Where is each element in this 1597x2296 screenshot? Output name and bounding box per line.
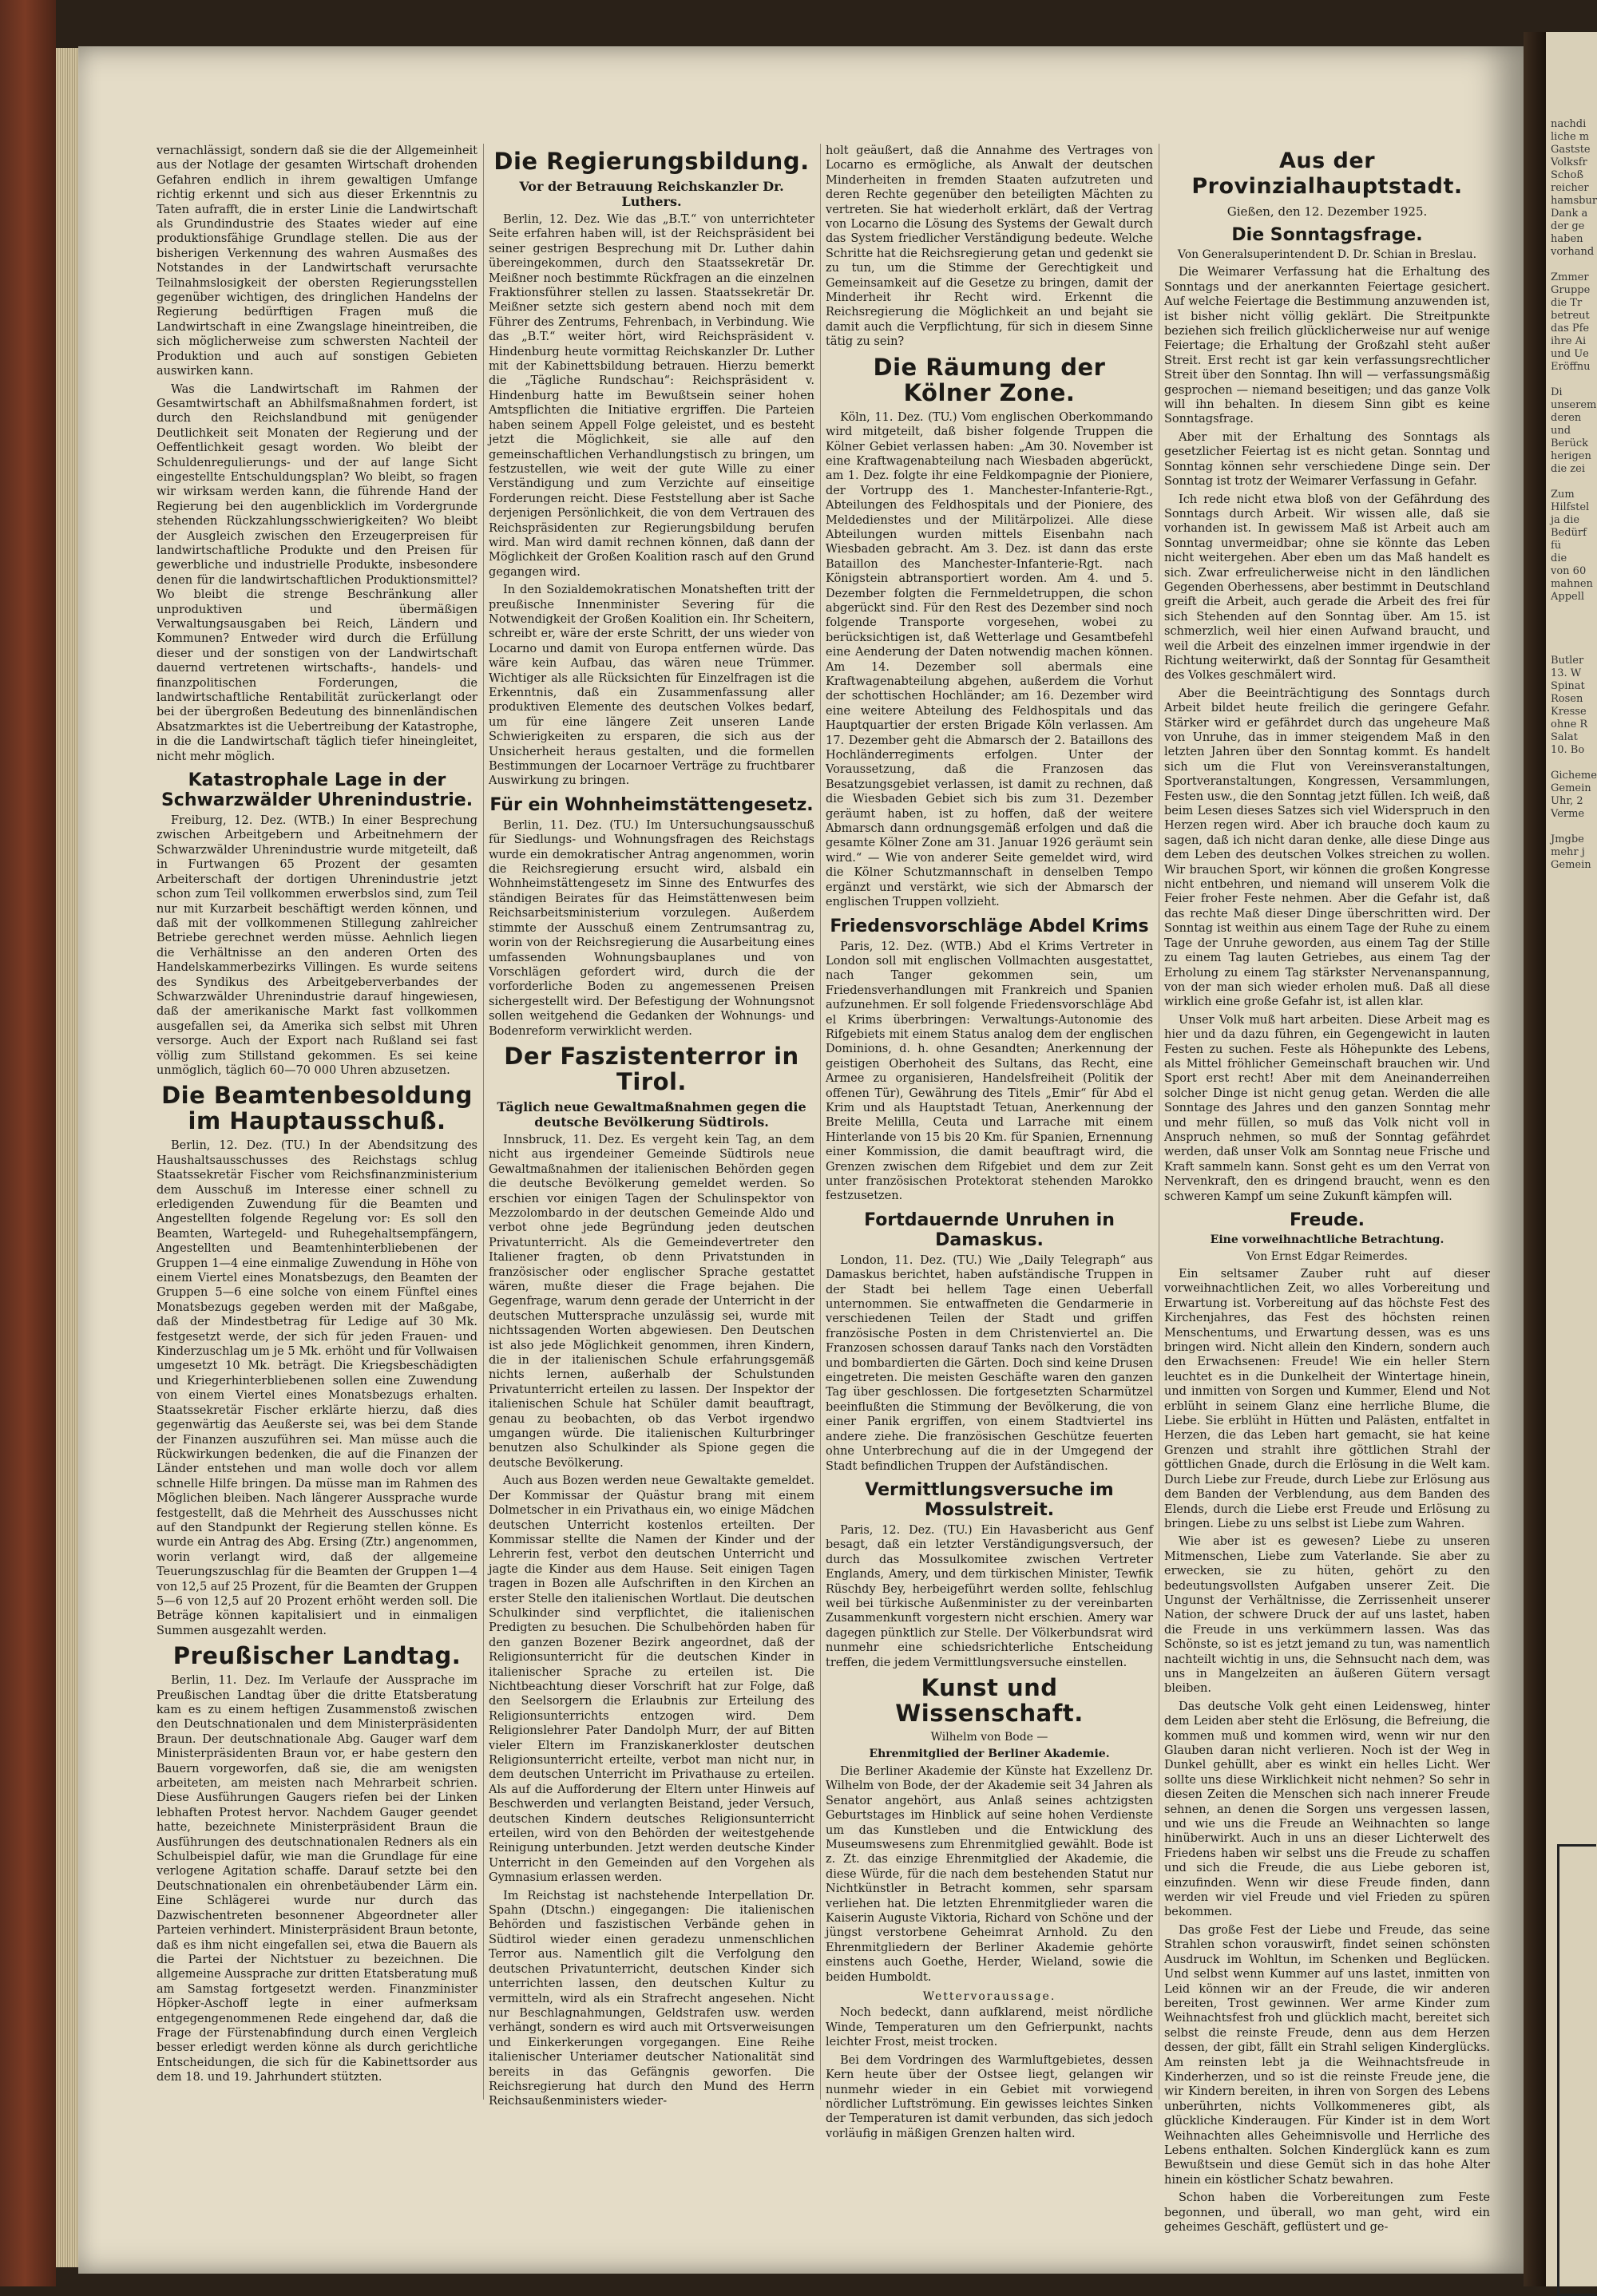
subheadline: Ehrenmitglied der Berliner Akademie. xyxy=(869,1747,1110,1760)
column-rule xyxy=(483,144,484,2100)
article-paragraph: Ein seltsamer Zauber ruht auf dieser vorweihnachtlichen Zeit, wo alles Vorbereitung und Erwartung ist. Vorbereitung auf das höchste Fest des Kirchenjahres, das Fest des höchsten reinen Menschentums, und Erwartung dessen, was es uns bringen wird. Nicht allein den Kindern, sondern auch den Erwachsenen: Freude! Wie ein heller Stern leuchtet es in die Dunkelheit der Wintertage hinein, und inmitten von Sorgen und Kummer, Elend und Not erblüht in seinem Glanz eine herrliche Blume, die Liebe. Sie erblüht in Hütten und Palästen, entfaltet in Herzen, die das Leben hart gemacht, sie hat keine Grenzen und strahlt ihre göttlichen Strahl der göttlichen Gnade, durch die Erlösung in die Welt kam. Durch Liebe zur Freude, durch Liebe zur Erlösung aus dem Banden der Verblendung, aus dem Banden des Elends, durch die Liebe erst Freude und Erlösung zu bringen. Liebe zu uns selbst ist Liebe zum Wahren. xyxy=(1164,1268,1490,1530)
headline-regierungsbildung: Die Regierungsbildung. xyxy=(493,148,810,175)
next-page-text-fragment: ja die xyxy=(1551,514,1580,526)
headline-kunst: Kunst und Wissenschaft. xyxy=(895,1673,1084,1727)
next-page-text-fragment: Appell xyxy=(1551,591,1585,603)
article-paragraph: Das deutsche Volk geht einen Leidensweg, hinter dem Leiden aber steht die Erlösung, die Befreiung, die kommen muß und kommen wird, wenn wir nur den Glauben daran nicht verlieren. Noch ist der Weg in Dunkel gehüllt, aber es winkt ein helles Licht. Wer sollte uns diese Wirklichkeit nicht nehmen? So sehr in diesen Zeiten die Menschen sich nach innerer Freude sehnen, an denen die Sorgen uns vergessen lassen, und wie uns die Freude an Weihnachten so lange hinüberwirkt. Auch in uns an dieser Lichterwelt des Friedens haben wir selbst uns die Freude zu schaffen und sich die Freude, die aus Liebe geboren ist, einzufinden. Wenn wir diese Freude finden, dann werden wir viel Freude und viel Frieden zu spüren bekommen. xyxy=(1164,1700,1490,1919)
article-paragraph: Berlin, 11. Dez. (TU.) Im Untersuchungsausschuß für Siedlungs- und Wohnungsfragen des Reichstags wurde ein demokratischer Antrag angenommen, worin die Reichsregierung ersucht wird, alsbald ein Wohnheimstättengesetz im Sinne des Entwurfes des ständigen Beirates für das Heimstättenwesen beim Reichsarbeitsministerium vorzulegen. Außerdem stimmte der Ausschuß einem Zentrumsantrag zu, worin von der Reichsregierung die Ausarbeitung eines umfassenden Wohnungsbauplanes und von Vorschlägen gefordert wird, durch die der vorforderliche Boden zu angemessenen Preisen sichergestellt wird. Der Befestigung der Wohnungsnot sollen weitgehend die Gedanken der Wohnungs- und Bodenreform verwirklicht werden. xyxy=(489,818,814,1038)
next-page-text-fragment xyxy=(1551,259,1597,271)
subheadline: Wilhelm von Bode — xyxy=(930,1730,1048,1744)
headline-uhrenindustrie: Katastrophale Lage in der Schwarzwälder Uhrenindustrie. xyxy=(160,770,474,811)
article-paragraph: Innsbruck, 11. Dez. Es vergeht kein Tag, an dem nicht aus irgendeiner Gemeinde Südtirols neue Gewaltmaßnahmen der italienischen Behörden gegen die deutsche Bevölkerung gemeldet werden. So erschien vor einigen Tagen der Schulinspektor von Mezzolombardo in der deutschen Gemeinde Aldo und verbot ohne jede Begründung jeden deutschen Privatunterricht. Als die Gemeindevertreter den Italiener fragten, ob denn Privatstunden in französischer oder englischer Sprache gestattet wären, mußte dieser die Frage bejahen. Die Gegenfrage, warum denn gerade der Unterricht in der deutschen Muttersprache unzulässig sei, wurde mit nichtssagenden Worten abgewiesen. Den Deutschen ist also jede Möglichkeit genommen, ihren Kindern, die in der italienischen Schule erfahrungsgemäß nichts lernen, außerhalb der Schulstunden Privatunterricht erteilen zu lassen. Der Inspektor der italienischen Schule hat Schüler damit beauftragt, genau zu beobachten, ob das Verbot irgendwo umgangen würde. Die italienischen Kulturbringer benutzen also Schulkinder als Spione gegen die deutsche Bevölkerung. xyxy=(489,1133,814,1470)
next-page-text-fragment: liche m xyxy=(1551,131,1590,143)
article-paragraph: Die Weimarer Verfassung hat die Erhaltung des Sonntags und der anerkannten Feiertage gesichert. Auf welche Feiertage die Bestimmung anzuwenden ist, ist bisher nicht völlig geklärt. Die Streitpunkte beziehen sich freilich glücklicherweise nur auf wenige Feiertage; die Erhaltung der Großzahl steht außer Streit. Erst recht ist gar kein verfassungsrechtlicher Streit über den Sonntag. Ihn will — verfassungsmäßig gesprochen — niemand beseitigen; und das ganze Volk will ihn behalten. In diesem Sinn gibt es keine Sonntagsfrage. xyxy=(1164,266,1490,426)
next-page-text-fragment: Volksfr xyxy=(1551,156,1587,168)
article-paragraph: Paris, 12. Dez. (TU.) Ein Havasbericht aus Genf besagt, daß ein letzter Verständigungsversuch, der durch das Mossulkomitee zwischen Vertreter Englands, Amery, und dem türkischen Minister, Tewfik Rüschdy Bey, herbeigeführt werden sollte, fehlschlug weil bei türkische Außenminister zu der vereinbarten Zusammenkunft vorgestern nicht erschien. Amery war dagegen pünktlich zur Stelle. Der Völkerbundsrat wird nunmehr eine schiedsrichterliche Entscheidung treffen, die jedem Vermittlungsversuche einstellen. xyxy=(826,1523,1153,1669)
next-page-text-fragment: nachdi xyxy=(1551,118,1587,130)
article-paragraph: Freiburg, 12. Dez. (WTB.) In einer Besprechung zwischen Arbeitgebern und Arbeitnehmern der Schwarzwälder Uhrenindustrie wurde mitgeteilt, daß in Furtwangen 65 Prozent der gesamten Arbeiterschaft der dortigen Uhrenindustrie jetzt schon zum Teil vollkommen erwerbslos sind, zum Teil nur mit Kurzarbeit beschäftigt werden können, und daß mit der vollkommenen Stillegung zahlreicher Betriebe gerechnet werden müsse. Aehnlich liegen die Verhältnisse an den anderen Orten des Handelskammerbezirks Villingen. Es wurde seitens des Syndikus des Arbeitgeberverbandes der Schwarzwälder Uhrenindustrie darauf hingewiesen, daß der amerikanische Markt fast vollkommen ausgefallen sei, da Amerika sich selbst mit Uhren versorge. Auch der Export nach Rußland sei fast völlig zum Stillstand gekommen. Es sei keine unmöglich, täglich 60—70 000 Uhren abzusetzen. xyxy=(157,814,478,1077)
next-page-text-fragment: unserem xyxy=(1551,399,1597,411)
next-page-text-fragment xyxy=(1551,642,1597,655)
next-page-text-fragment: und xyxy=(1551,425,1571,437)
next-page-text-fragment: von 60 xyxy=(1551,565,1587,577)
next-page-text-fragment xyxy=(1551,616,1597,629)
article-paragraph: Was die Landwirtschaft im Rahmen der Gesamtwirtschaft an Abhilfsmaßnahmen fordert, ist durch den Reichslandbund mit genügender Deutlichkeit seit Monaten der Regierung und der Oeffentlichkeit gesagt worden. Wo bleibt der Schuldenregulierungs- und der auf lange Sicht eingestellte Entschuldungsplan? Wo bleibt, so fragen wir wirksam werden kann, die führende Hand der Regierung bei den augenblicklich im Vordergrunde stehenden Rückzahlungsschwierigkeiten? Wo bleibt der Ausgleich zwischen den Erzeugerpreisen für landwirtschaftliche Produkte und den Preisen für gewerbliche und industrielle Produkte, insbesondere denen für die landwirtschaftlichen Produktionsmittel? Wo bleibt die strenge Beschränkung aller unproduktiven und übermäßigen Verwaltungsausgaben bei Reich, Ländern und Kommunen? Entweder wird durch die Erfüllung dieser und der sonstigen von der Landwirtschaft dauernd vertretenen wirtschafts-, handels- und finanzpolitischen Forderungen, die landwirtschaftliche Rentabilität zurückerlangt oder bei der übergroßen Bedeutung des binnenländischen Absatzmarktes ist die Uebertreibung der Katastrophe, in die die Landwirtschaft täglich tiefer hineingleitet, nicht mehr möglich. xyxy=(157,382,478,763)
headline-abdel-krim: Friedensvorschläge Abdel Krims xyxy=(830,916,1149,936)
article-paragraph: London, 11. Dez. (TU.) Wie „Daily Telegraph“ aus Damaskus berichtet, haben aufständische Truppen in der Stadt bei hellem Tage einen Ueberfall unternommen. Sie entwaffneten die Gendarmerie in verschiedenen Teilen der Stadt und griffen französische Posten in dem Christenviertel an. Die Franzosen schossen darauf Tanks nach den Vorstädten und bombardierten die Gärten. Doch sind keine Drusen eingetreten. Die meisten Geschäfte waren den ganzen Tag über geschlossen. Die fortgesetzten Scharmützel beeinflußten die Stimmung der Bevölkerung, die von einer Panik ergriffen, von einem Stadtviertel ins andere ziehe. Die französischen Geschütze feuerten ohne Unterbrechung auf die in der Umgegend der Stadt befindlichen Truppen der Aufständischen. xyxy=(826,1253,1153,1473)
next-page-text-fragment: und Ue xyxy=(1551,348,1589,360)
next-page-text-fragment: Zum xyxy=(1551,489,1575,501)
article-paragraph: Ich rede nicht etwa bloß von der Gefährdung des Sonntags durch Arbeit. Wir wissen alle, daß sie vorhanden ist. In gewissem Maß ist Arbeit auch am Sonntag unvermeidbar; ohne sie könnte das Leben nicht weitergehen. Aber eben um das Maß handelt es sich. Zwar erfreulicherweise nicht in den ländlichen Gegenden Oberhessens, aber bestimmt in Deutschland greift die Arbeit, auch gerade die Arbeit des frei für sich Stehenden auf den Sonntag über. Am 15. ist schmerzlich, weil hier einen Aufwand braucht, und weil die Arbeit des einzelnen immer irgendwie in der Richtung weiterwirkt, daß der Sonntag für Gesamtheit des Volkes geschmälert wird. xyxy=(1164,493,1490,683)
byline: Von Generalsuperintendent D. Dr. Schian in Breslau. xyxy=(1177,248,1477,262)
section-title-provinzialhauptstadt: Aus der Provinzialhauptstadt. xyxy=(1191,148,1463,199)
book-gutter xyxy=(1524,32,1546,2286)
byline: Von Ernst Edgar Reimerdes. xyxy=(1246,1250,1408,1263)
next-page-text-fragment: Berück xyxy=(1551,437,1588,449)
next-page-text-fragment: mehr j xyxy=(1551,846,1585,858)
next-page-text-fragment: Gicheme xyxy=(1551,770,1597,782)
headline-wohnheimstaetten: Für ein Wohnheimstättengesetz. xyxy=(489,794,814,815)
headline-damaskus: Fortdauernde Unruhen in Damaskus. xyxy=(864,1209,1115,1250)
subheadline: Täglich neue Gewaltmaßnahmen gegen die deutsche Bevölkerung Südtirols. xyxy=(497,1099,806,1130)
next-page-text-fragment xyxy=(1551,757,1597,770)
headline-sonntagsfrage: Die Sonntagsfrage. xyxy=(1231,225,1423,246)
article-paragraph: In den Sozialdemokratischen Monatsheften tritt der preußische Innenminister Severing für die Notwendigkeit der Großen Koalition ein. Ihr Scheitern, schreibt er, wäre der erste Schritt, der uns wieder von Locarno und damit von Europa entfernen würde. Das wäre kein Aufbau, das wären neue Trümmer. Wichtiger als alle Rücksichten für Einzelfragen ist die Erkenntnis, daß ein Zusammenfassung aller produktiven Elemente des deutschen Volkes bedarf, um für eine längere Zeit unseren Lande Schwierigkeiten zu ersparen, die sich aus der Unsicherheit heraus gestalten, und die formellen Bestimmungen der Locarnoer Verträge zu fruchtbarer Auswirkung zu bringen. xyxy=(489,584,814,788)
next-page-text-fragment: Gemein xyxy=(1551,782,1591,794)
column-4 xyxy=(1164,144,1490,2234)
next-page-text-fragment: das Pfe xyxy=(1551,323,1590,335)
article-paragraph: vernachlässigt, sondern daß sie die der Allgemeinheit aus der Notlage der gesamten Wirtschaft drohenden Gefahren endlich in ihrem gewaltigen Umfange richtig erkennt und sich aus dieser Erkenntnis zu Taten aufrafft, die in erster Linie die Landwirtschaft als Grundindustrie des Staates wieder auf eine produktionsfähige Grundlage stellen. Die aus der bisherigen Verkennung des wahren Ausmaßes des Notstandes in der Landwirtschaft verursachte Teilnahmslosigkeit der obersten Regierungsstellen gegenüber wichtigen, des dringlichen Handelns der Regierung bedürftigen Fragen muß die Landwirtschaft in eine Zwangslage hineintreiben, die sich möglicherweise zum schwersten Nachteil der Produktion und auch auf sonstigen Gebieten auswirken kann. xyxy=(157,144,478,378)
next-page-fragment xyxy=(1546,32,1597,2286)
next-page-text-fragment: Uhr, 2 xyxy=(1551,795,1583,807)
next-page-text-fragment: betreut xyxy=(1551,310,1590,322)
article-paragraph: Berlin, 11. Dez. Im Verlaufe der Aussprache im Preußischen Landtag über die dritte Etatsberatung kam es zu einem heftigen Zusammenstoß zwischen den Deutschnationalen und dem Ministerpräsidenten Braun. Der deutschnationale Abg. Gauger warf dem Ministerpräsidenten Braun vor, er habe gestern den Bauern vorgeworfen, daß sie, die am wenigsten arbeiteten, am meisten nach Mehrarbeit schrien. Diese Ausführungen Gaugers riefen bei der Linken lebhaften Protest hervor. Nachdem Gauger geendet hatte, bezeichnete Ministerpräsident Braun die Ausführungen des deutschnationalen Redners als ein Schulbeispiel dafür, wie man die Grundlage für eine verlogene Agitation schaffe. Darauf setzte bei den Deutschnationalen ein ohrenbetäubender Lärm ein. Eine Schlägerei wurde nur durch das Dazwischentreten besonnener Abgeordneter aller Parteien verhindert. Ministerpräsident Braun betonte, daß es ihm nicht eingefallen sei, etwa die Bauern als die Partei der Nichtstuer zu bezeichnen. Die allgemeine Aussprache zur dritten Etatsberatung muß am Samstag fortgesetzt werden. Finanzminister Höpker-Aschoff legte in einer aufmerksam entgegengenommenen Rede eingehend dar, daß die Frage der Fürstenabfindung durch einen Vergleich besser erledigt werden könne als durch gerichtliche Entscheidungen, die sich für die Kabinettsorder aus dem 18. und 19. Jahrhundert stützten. xyxy=(157,1674,478,2084)
next-page-box-rule xyxy=(1557,1844,1596,2296)
next-page-text-fragment: herigen xyxy=(1551,450,1591,462)
next-page-text-fragment: Rosen xyxy=(1551,693,1583,705)
column-3 xyxy=(826,144,1153,2140)
next-page-text-fragment: Butler xyxy=(1551,655,1584,667)
next-page-text-fragment: Schoß xyxy=(1551,169,1584,181)
next-page-text-fragment: 13. W xyxy=(1551,667,1582,679)
headline-koelner-zone: Die Räumung der Kölner Zone. xyxy=(873,353,1106,406)
column-1 xyxy=(157,144,478,2140)
next-page-text-fragment: die xyxy=(1551,552,1567,564)
next-page-text-fragment: fü xyxy=(1551,540,1562,552)
next-page-text-fragment: ohne R xyxy=(1551,718,1588,730)
next-page-text-fragment: Di xyxy=(1551,386,1563,398)
next-page-text-fragment: Jmgbe xyxy=(1551,833,1584,845)
next-page-text-fragment: Gemein xyxy=(1551,859,1591,871)
next-page-text-fragment: Dank a xyxy=(1551,208,1588,220)
headline-mossul: Vermittlungsversuche im Mossulstreit. xyxy=(865,1479,1114,1520)
next-page-text-fragment: Spinat xyxy=(1551,680,1585,692)
article-paragraph: Berlin, 12. Dez. Wie das „B.T.“ von unterrichteter Seite erfahren haben will, ist der Reichspräsident bei seiner gestrigen Besprechung mit Dr. Luther dahin übereingekommen, durch den Staatssekretär Dr. Meißner noch bestimmte Rückfragen an die einzelnen Fraktionsführer stellen zu lassen. Staatssekretär Dr. Meißner setzte sich gestern abend noch mit dem Führer des Zentrums, Fehrenbach, in Verbindung. Wie das „B.T.“ weiter hört, wird Reichspräsident v. Hindenburg heute vormittag Reichskanzler Dr. Luther mit der Kabinettsbildung betrauen. Hierzu bemerkt die „Tägliche Rundschau“: Reichspräsident v. Hindenburg hatte im Bewußtsein seiner hohen Amtspflichten die Initiative ergriffen. Die Parteien haben seinem Appell Folge geleistet, und es besteht jetzt die Möglichkeit, sie alle auf den gemeinschaftlichen Verhandlungstisch zu bringen, um festzustellen, wie weit der gute Wille zu einer Verständigung und zum Verzichte auf einseitige Forderungen reicht. Diese Feststellung aber ist Sache derjenigen Persönlichkeit, die von dem Vertrauen des Reichspräsidenten zur Regierungsbildung berufen wird. Man wird damit rechnen können, daß dann der Möglichkeit der Großen Koalition rasch auf den Grund gegangen wird. xyxy=(489,213,814,579)
next-page-text-fragment: der ge xyxy=(1551,220,1585,232)
headline-freude: Freude. xyxy=(1289,1210,1365,1230)
book-cover-edge xyxy=(0,0,56,2286)
next-page-text-fragment: Hilfstel xyxy=(1551,501,1590,513)
article-paragraph: Wie aber ist es gewesen? Liebe zu unseren Mitmenschen, Liebe zum Vaterlande. Sie aber zu erwecken, sie zu hüten, gehört zu den bedeutungsvollsten Aufgaben unserer Zeit. Die Ungunst der Verhältnisse, die Zerrissenheit unserer Nation, der schwere Druck der auf uns lastet, haben die Freude in uns verkümmern lassen. Was das Schönste, so ist es jetzt jemand zu tun, was namentlich nachteilt wichtig in uns, die Sehnsucht nach dem, was uns in Mangelzeiten an äußeren Gütern versagt bleiben. xyxy=(1164,1535,1490,1696)
article-paragraph: holt geäußert, daß die Annahme des Vertrages von Locarno es ermögliche, als Anwalt der deutschen Minderheiten in fremden Staaten aufzutreten und deren Rechte gegenüber den beteiligten Mächten zu vertreten. Sie hat wiederholt erklärt, daß der Vertrag von Locarno die Lösung des Systems der Gewalt durch das System friedlicher Verständigung bedeute. Welche Schritte hat die Reichsregierung getan und gedenkt sie zu tun, um die Stimme der Gerechtigkeit und Gemeinsamkeit auf die Gesetze zu bringen, damit der Minderheit ihr Recht wird. Erkennt die Reichsregierung die Möglichkeit an und bejaht sie damit auch die Verpflichtung, für sich in diesem Sinne tätig zu sein? xyxy=(826,144,1153,349)
next-page-text-fragment: Kresse xyxy=(1551,706,1587,718)
next-page-text-fragment: Eröffnu xyxy=(1551,361,1591,373)
article-paragraph: Paris, 12. Dez. (WTB.) Abd el Krims Vertreter in London soll mit englischen Vollmachten ausgestattet, nach Tanger gekommen sein, um Friedensverhandlungen mit Frankreich und Spanien aufzunehmen. Er soll folgende Friedensvorschläge Abd el Krims überbringen: Verwaltungs-Autonomie des Rifgebiets mit einem Status analog dem der englischen Dominions, d. h. ohne Gesandten; Anerkennung der geistigen Oberhoheit des Sultans, das Recht, eine Armee zu organisieren, Handelsfreiheit (Politik der offenen Tür), Gewährung des Titels „Emir“ für Abd el Krim und als Hauptstadt Tetuan, Anerkennung der Breite Melilla, Ceuta und Larrache mit einem Hinterlande von 15 bis 20 Km. für Spanien, Ernennung einer Kommission, die damit beauftragt wird, die Grenzen zwischen dem Rifgebiet und dem zur Zeit unter französischen Protektorat stehenden Marokko festzusetzen. xyxy=(826,940,1153,1203)
column-rule xyxy=(820,144,821,2100)
article-paragraph: Auch aus Bozen werden neue Gewaltakte gemeldet. Der Kommissar der Quästur brang mit einem Dolmetscher in ein Privathaus ein, wo einige Mädchen deutschen Unterricht kostenlos erteilten. Der Kommissar stellte die Namen der Kinder und der Lehrerin fest, verbot den deutschen Unterricht und jagte die Kinder aus dem Hause. Seit einigen Tagen tragen in Bozen alle Aufschriften in den Kirchen an erster Stelle den italienischen Wortlaut. Die deutschen Schulkinder sind verpflichtet, die italienischen Predigten zu besuchen. Die Schulbehörden haben für den ganzen Bozener Bezirk angeordnet, daß der Religionsunterricht für die deutschen Kinder in italienischer Sprache zu erteilen ist. Die Nichtbeachtung dieser Vorschrift hat zur Folge, daß den Seelsorgern die Erlaubnis zur Erteilung des Religionsunterrichts entzogen wird. Dem Religionslehrer Pater Dandolph Murr, der auf Bitten vieler Eltern im Franziskanerkloster deutschen Religionsunterricht erteilte, verbot man nicht nur, in dem deutschen Unterricht im Privathause zu erteilen. Als auf die Aufforderung der Eltern unter Hinweis auf Beschwerden und verlangten Beistand, jeder Versuch, deutschen Kindern deutsches Religionsunterricht erteilen, wird von den Behörden der weitestgehende Reinigung unterbunden. Jetzt werden deutsche Kinder Unterricht in den Gemeinden auf den Vorgehen als Gymnasium erlassen werden. xyxy=(489,1475,814,1885)
next-page-text-fragment xyxy=(1551,476,1597,489)
subheadline: Eine vorweihnachtliche Betrachtung. xyxy=(1210,1233,1444,1246)
next-page-text-fragment: 10. Bo xyxy=(1551,744,1585,756)
next-page-text-fragment: die Tr xyxy=(1551,297,1583,309)
next-page-text-fragment xyxy=(1551,374,1597,386)
next-page-text-fragment: ihre Ai xyxy=(1551,335,1587,347)
article-paragraph: Im Reichstag ist nachstehende Interpellation Dr. Spahn (Dtschn.) eingegangen: Die italienischen Behörden und faszistischen Verbände gehen in Südtirol wieder einen geradezu unmenschlichen Terror aus. Namentlich gilt die Verfolgung den deutschen Privatunterricht, deutschen Kinder sich unterrichten lassen, den deutschen Kultur zu vermitteln, wird als ein Strafrecht angesehen. Nicht nur Beschlagnahmungen, Geldstrafen usw. werden verhängt, sondern es wird auch mit Ortsverweisungen und Einkerkerungen vorgegangen. Eine Reihe italienischer Unteriamer deutscher Nationalität sind bereits in das Gefängnis geworfen. Die Reichsregierung hat durch den Mund des Herrn Reichsaußenministers wieder- xyxy=(489,1889,814,2108)
article-paragraph: Aber die Beeinträchtigung des Sonntags durch Arbeit bildet heute freilich die geringere Gefahr. Stärker wird er gefährdet durch das ungeheure Maß von Unruhe, das in immer steigendem Maß in den letzten Jahren über den Sonntag kommt. Es handelt sich um die Flut von Vereinsveranstaltungen, Sportveranstaltungen, Kongressen, Versammlungen, Festen usw., die den Sonntag jetzt füllen. Ich weiß, daß beim Lesen dieses Satzes sich viel Widerspruch in den Herzen regen wird. Aber ich brauche doch kaum zu sagen, daß ich nicht daran denke, alle diese Dinge aus dem Leben des deutschen Volkes streichen zu wollen. Wir brauchen Sport, wir können die großen Kongresse nicht entbehren, und niemand will unserem Volk die Feier froher Feste nehmen. Aber die Gefahr ist, daß das rechte Maß dieser Dinge überschritten wird. Der Sonntag ist weithin aus einem Tage der Ruhe zu einem Tage der Unruhe geworden, aus einem Tag der Stille zu einem Tag lauten Getriebes, aus einem Tag der Erholung zu einem Tag stärkster Nervenanspannung, von der man sich wieder erholen muß. Daß all diese wirklich eine große Gefahr ist, ist allen klar. xyxy=(1164,687,1490,1009)
page-stack-edge xyxy=(56,48,78,2267)
column-2 xyxy=(489,144,814,2140)
article-paragraph: Das große Fest der Liebe und Freude, das seine Strahlen schon vorauswirft, findet seinen schönsten Ausdruck im Wohltun, im Schenken und Beglücken. Und selbst wenn Kummer auf uns lastet, inmitten von Leid können wir an der Freude, die wir anderen bereiten, Trost gewinnen. Wer arme Kinder zum Weihnachtsfest froh und glücklich macht, bereitet sich selbst die reinste Freude, denn aus dem Herzen dessen, der gibt, fällt ein Strahl seligen Kinderglücks. Am reinsten lebt ja die Weihnachtsfreude in Kinderherzen, und so ist die reinste Freude jene, die wir Kindern bereiten, in ihren von Sorgen des Lebens unberührten, nichts Vollkommeneres gibt, als glückliche Kinderaugen. Für Kinder ist in dem Wort Weihnachten alles Geheimnisvolle und Herrliche des Lebens enthalten. Solchen Kinderglück kann es zum Bewußtsein und diese Gemüt sich in das hohe Alter hinein ein köstlicher Schatz bewahren. xyxy=(1164,1923,1490,2187)
headline-wetter: Wettervoraussage. xyxy=(922,1990,1056,2004)
next-page-text-fragment: Verme xyxy=(1551,808,1585,820)
headline-tirol: Der Faszistenterror in Tirol. xyxy=(504,1042,799,1095)
article-paragraph: Noch bedeckt, dann aufklarend, meist nördliche Winde, Temperaturen um den Gefrierpunkt, nachts leichter Frost, meist trocken. xyxy=(826,2006,1153,2049)
next-page-text-fragment: die zei xyxy=(1551,463,1586,475)
article-paragraph: Aber mit der Erhaltung des Sonntags als gesetzlicher Feiertag ist es nicht getan. Sonntag und Sonntag können sehr verschiedene Dinge sein. Der Sonntag ist trotz der Weimarer Verfassung in Gefahr. xyxy=(1164,430,1490,489)
next-page-text-fragment: Bedürf xyxy=(1551,527,1587,539)
next-page-text-fragment: Zmmer xyxy=(1551,271,1589,283)
article-paragraph: Köln, 11. Dez. (TU.) Vom englischen Oberkommando wird mitgeteilt, daß bisher folgende Truppen die Kölner Gebiet verlassen haben: „Am 30. November ist eine Kraftwagenabteilung nach Wiesbaden abgerückt, am 1. Dez. folgte ihr eine Feldkompagnie der Pioniere, der Vortrupp des 1. Manchester-Infanterie-Rgt., Abteilungen des Feldhospitals und der Pioniere, des Meldedienstes und der Militärpolizei. Alle diese Abteilungen wurden mittels Eisenbahn nach Wiesbaden gebracht. Am 3. Dez. ist dann das erste Bataillon des Manchester-Infanterie-Rgt. nach Königstein abtransportiert worden. Am 4. und 5. Dezember folgten die Fernmeldetruppen, die schon abgerückt sind. Für den Rest des Dezember sind noch folgende Transporte vorgesehen, wobei zu berücksichtigen ist, daß Wetterlage und Gesamtbefehl eine Aenderung der Daten notwendig machen können. Am 14. Dezember soll abermals eine Kraftwagenabteilung abgehen, außerdem die Vorhut der schottischen Hochländer; am 16. Dezember wird eine weitere Abteilung des Feldhospitals und das Hauptquartier der ersten Brigade Köln verlassen. Am 17. Dezember geht die Abmarsch der 2. Bataillons des Hochländerregiments erfolgen. Unter der Voraussetzung, daß die Franzosen das Besatzungsgebiet verlassen, ist damit zu rechnen, daß die Wiesbaden Gebiet sich bis zum 31. Dezember geräumt haben, ist zu hoffen, daß der weitere Abmarsch dann ordnungsgemäß erfolgen und daß die gesamte Kölner Zone am 31. Januar 1926 geräumt sein wird.“ — Wie von anderer Seite gemeldet wird, wird die Kölner Schutzmannschaft in denselben Tempo ergänzt und verstärkt, wie sich der Abmarsch der englischen Truppen vollzieht. xyxy=(826,410,1153,909)
next-page-text-fragment: mahnen xyxy=(1551,578,1593,590)
next-page-text-fragment: reicher xyxy=(1551,182,1589,194)
next-page-text-fragment: hamsbur xyxy=(1551,195,1597,207)
next-page-text-fragment: vorhand xyxy=(1551,246,1595,258)
next-page-text-fragment xyxy=(1551,629,1597,642)
headline-landtag: Preußischer Landtag. xyxy=(172,1642,462,1670)
next-page-text-fragment: Gruppe xyxy=(1551,284,1591,296)
next-page-text-fragment: Salat xyxy=(1551,731,1578,743)
dateline: Gießen, den 12. Dezember 1925. xyxy=(1226,204,1428,219)
article-paragraph: Unser Volk muß hart arbeiten. Diese Arbeit mag es hier und da dazu führen, ein Gegengewicht in lauten Festen zu suchen. Feste als Höhepunkte des Lebens, als Mittel fröhlicher Gemeinschaft brauchen wir. Und Sport erst recht! Aber mit dem Aneinanderreihen solcher Dinge ist nicht genug getan. Werden die alle Sonntage des Jahres und den ganzen Sonntag mehr und mehr füllen, so muß das Volk nicht voll in Anspruch nehmen, so muß der Sonntag gefährdet werden, daß unser Volk am Sonntag neue Frische und Kraft sammeln kann. Sonst geht es um den Verrat von Nervenkraft, den es dringend braucht, wenn es den schweren Kampf um seine Zukunft kämpfen will. xyxy=(1164,1013,1490,1203)
next-page-text-fragment: Gastste xyxy=(1551,144,1591,156)
article-paragraph: Schon haben die Vorbereitungen zum Feste begonnen, und überall, wo man geht, wird ein geheimes Geschäft, geflüstert und ge- xyxy=(1164,2191,1490,2234)
next-page-text-fragment: haben xyxy=(1551,233,1583,245)
headline-beamtenbesoldung: Die Beamtenbesoldung im Hauptausschuß. xyxy=(161,1082,473,1135)
article-paragraph: Bei dem Vordringen des Warmluftgebietes, dessen Kern heute über der Ostsee liegt, gelangen wir nunmehr wieder in ein Gebiet mit vorwiegend nördlicher Luftströmung. Ein gewisses leichtes Sinken der Temperaturen ist damit verbunden, das sich jedoch vorläufig in mäßigen Grenzen halten wird. xyxy=(826,2053,1153,2140)
article-paragraph: Berlin, 12. Dez. (TU.) In der Abendsitzung des Haushaltsausschusses des Reichstags schlug Staatssekretär Fischer vom Reichsfinanzministerium dem Ausschuß im Interesse einer schnell zu erledigenden Zuwendung für die Beamten und Angestellten folgende Regelung vor: Es soll den Beamten, Wartegeld- und Ruhegehaltsempfängern, Angestellten und Beamtenhinterbliebenen der Gruppen 1—4 eine einmalige Zuwendung in Höhe von einem Viertel eines Monatsbezugs, den Beamten der Gruppen 5—6 eine solche von einem Fünftel eines Monatsbezugs gegeben werden mit der Maßgabe, daß der Mindestbetrag für Ledige auf 30 Mk. festgesetzt werde, der sich für jeden Frauen- und Kinderzuschlag um je 5 Mk. erhöht und für Vollwaisen umgesetzt 10 Mk. beträgt. Die Kriegsbeschädigten und Kriegerhinterbliebenen sollen eine Zuwendung von einem Viertel eines Monatsbezugs erhalten. Staatssekretär Fischer erklärte hierzu, daß dies gegenwärtig das Aeußerste sei, was bei dem Stande der Finanzen auszuführen sei. Man müsse auch die Rückwirkungen bedenken, die auf die Finanzen der Länder entstehen und man wolle doch vor allem schnelle Hilfe bringen. Da müsse man im Rahmen des Möglichen bleiben. Nach längerer Aussprache wurde festgestellt, daß die Mehrheit des Ausschusses nicht auf den Standpunkt der Regierung stellen könne. Es wurde ein Antrag des Abg. Ersing (Ztr.) angenommen, worin verlangt wird, daß der allgemeine Teuerungszuschlag für die Beamten der Gruppen 1—4 von 12,5 auf 25 Prozent, für die Beamten der Gruppen 5—6 von 12,5 auf 20 Prozent erhöht werden soll. Die Beträge können kapitalisiert und in einmaligen Summen ausgezahlt werden. xyxy=(157,1139,478,1637)
next-page-text-fragment xyxy=(1551,604,1597,616)
next-page-text-fragment xyxy=(1551,821,1597,833)
article-paragraph: Die Berliner Akademie der Künste hat Exzellenz Dr. Wilhelm von Bode, der der Akademie seit 34 Jahren als Senator angehört, aus Anlaß seines achtzigsten Geburtstages im Hinblick auf seine hohen Verdienste um das Kunstleben und die Entwicklung des Museumswesens zum Ehrenmitglied gewählt. Bode ist z. Zt. das einzige Ehrenmitglied der Akademie, die diese Würde, für die nach dem bestehenden Statut nur Nichtkünstler in Betracht kommen, sehr sparsam verliehen hat. Die letzten Ehrenmitglieder waren die Kaiserin Auguste Viktoria, Richard von Schöne und der jüngst verstorbene Geheimrat Arnhold. Zu den Ehrenmitgliedern der Berliner Akademie gehörte einstens auch Goethe, Herder, Wieland, sowie die beiden Humboldt. xyxy=(826,1764,1153,1984)
next-page-text-fragment: deren xyxy=(1551,412,1582,424)
subheadline: Vor der Betrauung Reichskanzler Dr. Luthers. xyxy=(519,179,784,209)
